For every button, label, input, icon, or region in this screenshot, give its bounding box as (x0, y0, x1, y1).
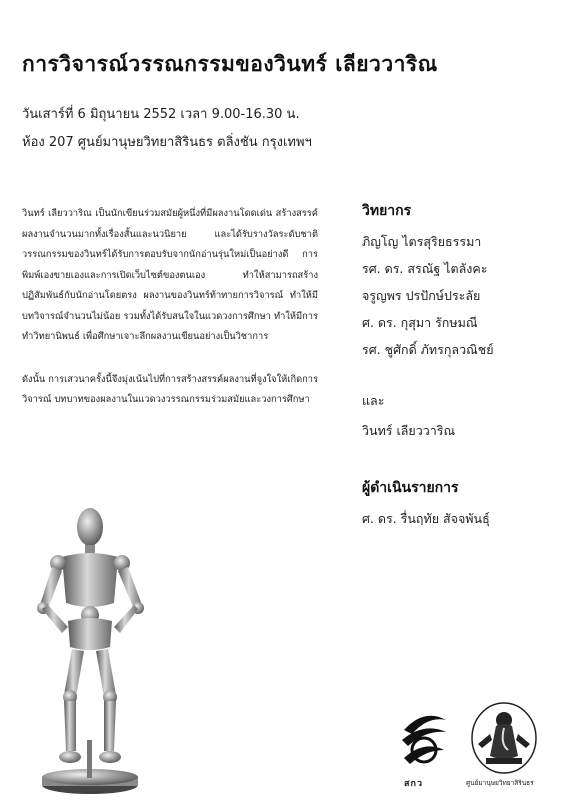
event-venue: ห้อง 207 ศูนย์มานุษยวิทยาสิรินธร ตลิ่งชัน กรุงเทพฯ (22, 135, 312, 150)
page-title: การวิจารณ์วรรณกรรมของวินทร์ เลียววาริณ (22, 52, 438, 76)
speaker-name: รศ. ชูศักดิ์ ภัทรกุลวณิชย์ (362, 342, 494, 357)
event-date-time: วันเสาร์ที่ 6 มิถุนายน 2552 เวลา 9.00-16.30 น. (22, 107, 300, 122)
author-name: วินทร์ เลียววาริณ (362, 423, 456, 438)
speakers-heading: วิทยากร (362, 203, 412, 219)
moderator-name: ศ. ดร. รื่นฤทัย สัจจพันธุ์ (362, 511, 490, 526)
abstract-paragraph: วินทร์ เลียววาริณ เป็นนักเขียนร่วมสมัยผู้หนึ่งที่มีผลงานโดดเด่น สร้างสรรค์ผลงานจำนวนมากทั้งเรื่องสั้นและนวนิยาย และได้รับรางวัลระดับชาติ วรรณกรรมของวินทร์ได้รับการตอบรับจากนักอ่านรุ่นใหม่เป็นอย่างดี การพิมพ์เองขายเองและการเปิดเว็บไซต์ของตนเอง ทำให้สามารถสร้างปฏิสัมพันธ์กับนักอ่านโดยตรง ผลงานของวินทร์ท้าทายการวิจารณ์ ทำให้มีบทวิจารณ์จำนวนไม่น้อย รวมทั้งได้รับสนใจในแวดวงการศึกษา ทำให้มีการทำวิทยานิพนธ์ เพื่อศึกษาเจาะลึกผลงานเขียนอย่างเป็นวิชาการ (22, 208, 318, 342)
and-label: และ (362, 393, 385, 408)
speaker-name: ภิญโญ ไตรสุริยธรรมา (362, 234, 482, 249)
ganesha-emblem-label: ศูนย์มานุษยวิทยาสิรินธร (466, 779, 534, 787)
abstract (22, 204, 318, 433)
sponsor-logos (398, 700, 558, 790)
ganesha-emblem-icon (468, 700, 540, 776)
speakers-panel (362, 200, 562, 529)
abstract-paragraph: ดังนั้น การเสวนาครั้งนี้จึงมุ่งเน้นไปที่การสร้างสรรค์ผลงานที่จูงใจให้เกิดการวิจารณ์ บทบาทของผลงานในแวดวงวรรณกรรมร่วมสมัยและวงการศึกษา (22, 373, 318, 405)
speaker-list (362, 228, 562, 363)
wooden-mannequin-illustration (18, 505, 168, 800)
moderator-heading: ผู้ดำเนินรายการ (362, 480, 459, 496)
trf-logo-label: สกว (404, 779, 423, 789)
speaker-name: รศ. ดร. สรณัฐ ไตลังคะ (362, 261, 488, 276)
speaker-name: ศ. ดร. กุสุมา รักษมณี (362, 315, 478, 330)
speaker-name: จรูญพร ปรปักษ์ประลัย (362, 288, 481, 303)
trf-logo-icon (398, 704, 450, 776)
